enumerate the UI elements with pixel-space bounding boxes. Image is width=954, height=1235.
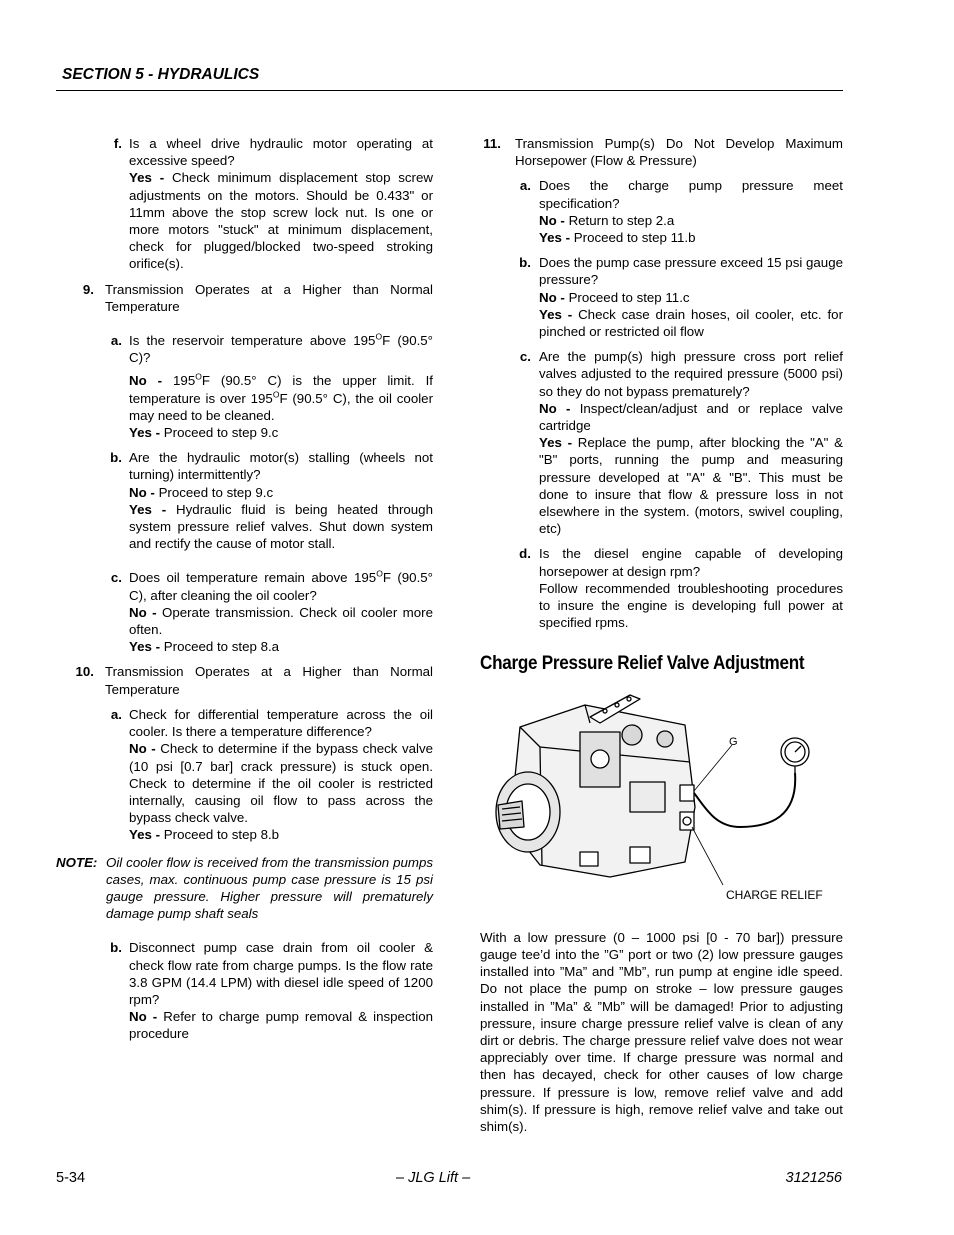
figure-caption: CHARGE RELIEF: [726, 887, 823, 902]
g-port-label: G: [729, 735, 738, 748]
step-9c-yes-text: Proceed to step 8.a: [163, 639, 280, 655]
step-11d: [480, 545, 843, 631]
step-10b-marker: b.: [110, 940, 122, 956]
step-9a-no-text: 195: [173, 373, 196, 389]
document-number: 3121256: [785, 1170, 842, 1186]
step-9b-marker: b.: [110, 450, 122, 466]
left-column: [56, 135, 433, 1043]
degree-superscript: O: [272, 389, 280, 400]
step-f: [56, 135, 433, 273]
step-11c: [480, 348, 843, 537]
step-10a-yes-text: Proceed to step 8.b: [163, 827, 280, 843]
no-label: No -: [539, 400, 571, 416]
step-9c-question-end: F (90.5° C), after cleaning the oil cooler?: [129, 570, 433, 603]
section-heading: Charge Pressure Relief Valve Adjustment: [480, 653, 805, 675]
step-f-yes-text: Check minimum displacement stop screw adjustments on the motors. Should be 0.433" or 11mm above the stop screw lock nut. Is one or more motors "stuck" at minimum displacement, check for plugged/blocked two-speed stroking orifice(s).: [129, 170, 433, 272]
step-10a-marker: a.: [110, 706, 122, 722]
no-label: No -: [539, 289, 565, 305]
step-10a-no-text: Check to determine if the bypass check valve (10 psi [0.7 bar] crack pressure) is stuck open. Check to determine if the oil cooler is restricted internally, causing oil flow to pass across the bypass check valve.: [129, 741, 433, 826]
yes-label: Yes -: [539, 435, 573, 451]
step-9b-no-text: Proceed to step 9.c: [158, 484, 274, 500]
step-11d-text: Follow recommended troubleshooting procedures to insure the engine is developing full power at specified rpms.: [539, 580, 843, 631]
step-9: [56, 281, 433, 315]
step-9a-marker: a.: [110, 333, 122, 349]
step-11a-question: Does the charge pump pressure meet specification?: [539, 178, 843, 211]
page-number: 5-34: [56, 1170, 86, 1186]
degree-superscript: O: [375, 331, 383, 342]
pump-illustration: [480, 687, 843, 917]
yes-label: Yes -: [539, 230, 571, 246]
step-9a-question: Is the reservoir temperature above 195: [129, 333, 376, 349]
step-10b-question: Disconnect pump case drain from oil cooler & check flow rate from charge pumps. Is the flow rate 3.8 GPM (14.4 LPM) with diesel idle speed of 1200 rpm?: [129, 940, 433, 1007]
pump-figure: [480, 687, 843, 917]
step-11a-yes-text: Proceed to step 11.b: [573, 230, 696, 246]
step-10a: [56, 706, 433, 844]
step-11b-question: Does the pump case pressure exceed 15 psi gauge pressure?: [539, 255, 843, 288]
step-10-title: Transmission Operates at a Higher than Normal Temperature: [105, 664, 433, 697]
step-9c: [56, 569, 433, 655]
step-11: [480, 135, 843, 169]
step-11a-no-text: Return to step 2.a: [568, 212, 675, 228]
step-11d-marker: d.: [519, 546, 531, 562]
yes-label: Yes -: [129, 639, 161, 655]
step-11a: [480, 177, 843, 246]
step-10a-question: Check for differential temperature across the oil cooler. Is there a temperature difference?: [129, 706, 433, 740]
step-11b-no-text: Proceed to step 11.c: [568, 289, 690, 305]
footer-brand: – JLG Lift –: [396, 1170, 471, 1186]
section-header: SECTION 5 - HYDRAULICS: [62, 66, 260, 83]
degree-superscript: O: [195, 372, 202, 383]
step-9c-no-text: Operate transmission. Check oil cooler more often.: [129, 604, 433, 638]
no-label: No -: [129, 373, 163, 389]
step-9b-question: Are the hydraulic motor(s) stalling (wheels not turning) intermittently?: [129, 450, 433, 483]
yes-label: Yes -: [129, 501, 167, 517]
step-9a-yes-text: Proceed to step 9.c: [163, 425, 279, 441]
note-block: [56, 854, 433, 923]
note-text: Oil cooler flow is received from the transmission pumps cases, max. continuous pump case pressure is 15 psi gauge pressure. Higher pressure will prematurely damage pump shaft seals: [106, 854, 433, 922]
no-label: No -: [129, 1009, 158, 1025]
step-9a-question-end: F (90.5° C)?: [129, 333, 434, 366]
step-9c-question: Does oil temperature remain above 195: [129, 570, 377, 586]
step-9-marker: 9.: [82, 281, 94, 297]
step-11b-yes-text: Check case drain hoses, oil cooler, etc. for pinched or restricted oil flow: [539, 306, 843, 340]
degree-superscript: O: [376, 569, 383, 580]
yes-label: Yes -: [129, 827, 161, 843]
step-f-question: Is a wheel drive hydraulic motor operating at excessive speed?: [129, 136, 433, 169]
step-9a: [56, 332, 433, 441]
no-label: No -: [129, 484, 155, 500]
no-label: No -: [129, 604, 157, 620]
no-label: No -: [129, 741, 156, 757]
step-10-marker: 10.: [75, 664, 94, 680]
adjustment-paragraph: With a low pressure (0 – 1000 psi [0 - 70 bar]) pressure gauge tee’d into the ”G” port or two (2) low pressure gauges installed into ”Ma” and ”Mb”, run pump at engine idle speed. Do not place the pump on stroke – low pressure gauges installed in ”Ma” & ”Mb” will be damaged! Prior to adjusting pressure, insure charge pressure relief valve is clean of any dirt or debris. The charge pressure relief valve does not wear appreciably over time. If charge pressure was normal and then has decayed, check for other causes of low charge pressure. If pressure is low, remove relief valve and add shim(s). If pressure is high, remove relief valve and take out shim(s).: [480, 929, 843, 1134]
step-11c-marker: c.: [519, 349, 531, 365]
step-9b-yes-text: Hydraulic fluid is being heated through system pressure relief valves. Shut down system and rectify the cause of motor stall.: [129, 501, 433, 552]
yes-label: Yes -: [129, 170, 165, 186]
step-11-title: Transmission Pump(s) Do Not Develop Maximum Horsepower (Flow & Pressure): [515, 136, 843, 169]
step-11c-no-text: Inspect/clean/adjust and or replace valve cartridge: [539, 400, 843, 434]
step-9-title: Transmission Operates at a Higher than Normal Temperature: [105, 281, 433, 314]
step-11b-marker: b.: [519, 255, 531, 271]
right-column: [480, 135, 843, 1135]
step-11-marker: 11.: [483, 136, 501, 151]
step-11a-marker: a.: [519, 178, 531, 194]
step-11d-question: Is the diesel engine capable of developing horsepower at design rpm?: [539, 546, 843, 579]
no-label: No -: [539, 212, 565, 228]
step-9b: [56, 449, 433, 552]
header-rule: [56, 90, 843, 91]
step-11c-yes-text: Replace the pump, after blocking the "A" & "B" ports, running the pump and measuring pressure developed at "A" & "B". This must be done to insure that flow & pressure loss in not elsewhere in the system. (motors, swivel coupling, etc): [539, 435, 843, 537]
step-9a-no-text-2: F (90.5° C) is the upper limit. If temperature is over 195: [129, 373, 433, 406]
yes-label: Yes -: [129, 425, 161, 441]
step-9a-no-text-3: F (90.5° C), the oil cooler may need to be cleaned.: [129, 390, 434, 423]
step-9c-marker: c.: [110, 570, 122, 586]
step-11c-question: Are the pump(s) high pressure cross port relief valves adjusted to the required pressure (5000 psi) so they do not bypass prematurely?: [539, 349, 843, 399]
note-label: NOTE:: [56, 854, 98, 870]
step-10b-no-text: Refer to charge pump removal & inspection procedure: [129, 1009, 433, 1042]
yes-label: Yes -: [539, 306, 573, 322]
step-f-marker: f.: [113, 136, 122, 151]
step-10b: [56, 939, 433, 1042]
step-10: [56, 663, 433, 697]
step-11b: [480, 254, 843, 340]
